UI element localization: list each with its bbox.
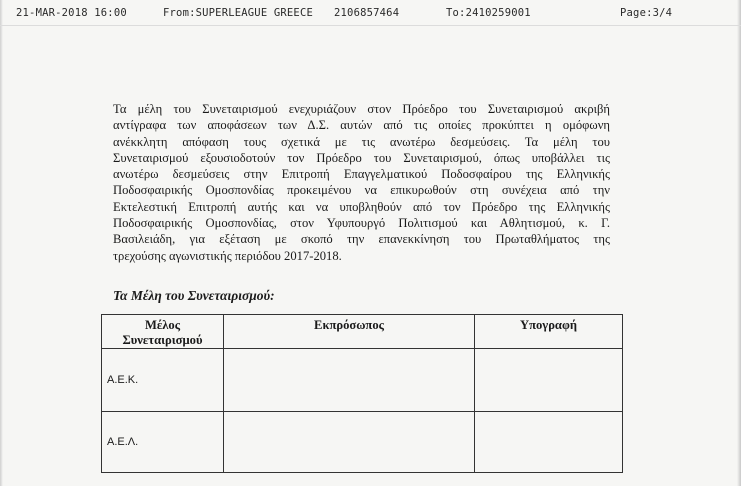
fax-header [0,7,741,21]
paragraph-line: Βασιλειάδη, για εξέταση με σκοπό την επανεκκίνηση του Πρωταθλήματος της [113,232,610,247]
paragraph-line: Συνεταιρισμού εξουσιοδοτούν τον Πρόεδρο του Συνεταιρισμού, όπως υποβάλλει τις [113,150,610,165]
paragraph-line: Εκτελεστική Επιτροπή αυτής και να υποβληθούν από τον Πρόεδρο της Ελληνικής [113,199,610,214]
header-member [102,315,224,349]
member-cell: Α.Ε.Κ. [102,349,224,412]
members-heading: Τα Μέλη του Συνεταιρισμού: [113,288,275,303]
header-representative: Εκπρόσωπος [224,315,475,349]
member-cell: Α.Ε.Λ. [102,412,224,473]
signature-cell [475,349,623,412]
signature-table [101,314,623,473]
paragraph-line: Τα μέλη του Συνεταιρισμού ενεχυριάζουν στον Πρόεδρο του Συνεταιρισμού ακριβή [113,102,610,116]
scan-line [0,25,741,26]
body-paragraph [113,101,610,264]
header-member-line2: Συνεταιρισμού [122,333,203,347]
fax-page-number: Page:3/4 [620,7,673,19]
header-signature: Υπογραφή [475,315,623,349]
table-row [102,412,623,473]
paragraph-line: Ποδοσφαιρικής Ομοσπονδίας προκειμένου να επικυρωθούν στη συνέχεια από την [113,183,610,198]
table-header-row [102,315,623,349]
fax-sender: From:SUPERLEAGUE GREECE [163,7,313,19]
paragraph-line: ανωτέρω δεσμεύσεις στην Επιτροπή Επαγγελματικού Ποδοσφαίρου της Ελληνικής [113,167,610,182]
scan-edge-left [0,0,3,486]
header-member-line1: Μέλος [144,318,181,332]
table-row [102,349,623,412]
signature-cell [475,412,623,473]
fax-date-time: 21-MAR-2018 16:00 [16,7,127,19]
fax-recipient: To:2410259001 [446,7,531,19]
representative-cell [224,349,475,412]
paragraph-line: ανέκκλητη απόφαση τους σχετικά με τις ανωτέρω δεσμεύσεις. Τα μέλη του [113,134,610,149]
paragraph-line: Ποδοσφαιρικής Ομοσπονδίας, στον Υφυπουργό Πολιτισμού και Αθλητισμού, κ. Γ. [113,216,610,231]
paragraph-line: τρεχούσης αγωνιστικής περιόδου 2017-2018. [113,248,342,263]
fax-sender-phone: 2106857464 [334,7,400,19]
scan-edge-right [737,0,741,486]
paragraph-line: αντίγραφα των αποφάσεων των Δ.Σ. αυτών από τις οποίες προκύπτει η ομόφωνη [113,118,610,133]
representative-cell [224,412,475,473]
